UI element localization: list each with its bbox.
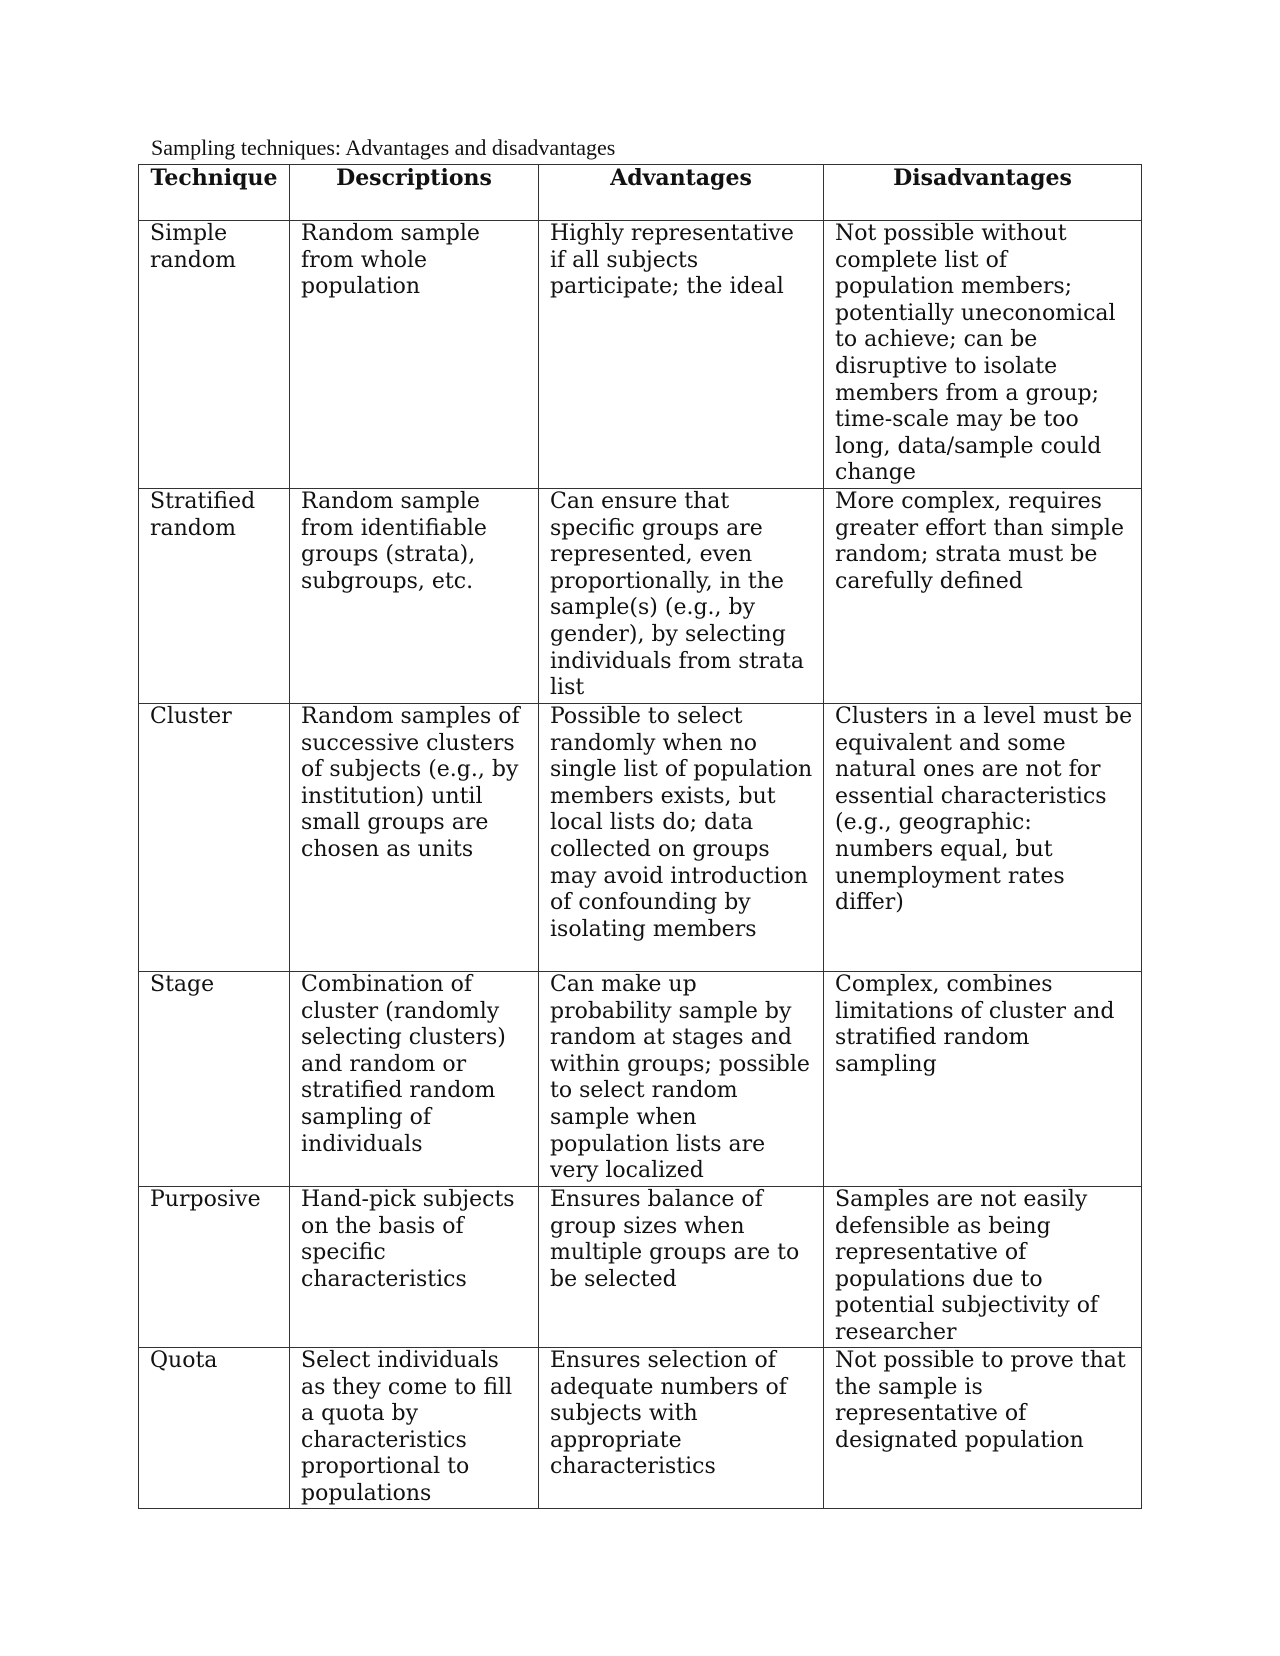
description-cell: Random sample from whole population bbox=[290, 221, 539, 489]
table-row bbox=[139, 972, 1142, 1187]
disadvantages-cell: More complex, requires greater effort than simple random; strata must be carefully defined bbox=[824, 489, 1142, 704]
header-advantages: Advantages bbox=[539, 165, 824, 221]
advantages-cell: Possible to select randomly when no single list of population members exists, but local lists do; data collected on groups may avoid introduction of confounding by isolating members bbox=[539, 704, 824, 972]
advantages-cell: Can ensure that specific groups are represented, even proportionally, in the sample(s) (e.g., by gender), by selecting individuals from strata list bbox=[539, 489, 824, 704]
description-cell: Combination of cluster (randomly selecting clusters) and random or stratified random sampling of individuals bbox=[290, 972, 539, 1187]
technique-cell: Simple random bbox=[139, 221, 290, 489]
technique-cell: Quota bbox=[139, 1348, 290, 1509]
header-disadvantages: Disadvantages bbox=[824, 165, 1142, 221]
description-cell: Hand-pick subjects on the basis of specific characteristics bbox=[290, 1187, 539, 1348]
technique-cell: Purposive bbox=[139, 1187, 290, 1348]
table-row bbox=[139, 1187, 1142, 1348]
disadvantages-cell: Clusters in a level must be equivalent and some natural ones are not for essential characteristics (e.g., geographic: numbers equal, but unemployment rates differ) bbox=[824, 704, 1142, 972]
technique-cell: Stratified random bbox=[139, 489, 290, 704]
sampling-techniques-table bbox=[138, 164, 1142, 1509]
disadvantages-cell: Not possible without complete list of population members; potentially uneconomical to achieve; can be disruptive to isolate members from a group; time-scale may be too long, data/sample could change bbox=[824, 221, 1142, 489]
disadvantages-cell: Samples are not easily defensible as being representative of populations due to potential subjectivity of researcher bbox=[824, 1187, 1142, 1348]
header-descriptions: Descriptions bbox=[290, 165, 539, 221]
table-row bbox=[139, 704, 1142, 972]
table-row bbox=[139, 221, 1142, 489]
description-cell: Random samples of successive clusters of subjects (e.g., by institution) until small groups are chosen as units bbox=[290, 704, 539, 972]
description-cell: Random sample from identifiable groups (strata), subgroups, etc. bbox=[290, 489, 539, 704]
header-row bbox=[139, 165, 1142, 221]
technique-cell: Cluster bbox=[139, 704, 290, 972]
header-technique: Technique bbox=[139, 165, 290, 221]
advantages-cell: Highly representative if all subjects participate; the ideal bbox=[539, 221, 824, 489]
disadvantages-cell: Not possible to prove that the sample is representative of designated population bbox=[824, 1348, 1142, 1509]
advantages-cell: Ensures selection of adequate numbers of subjects with appropriate characteristics bbox=[539, 1348, 824, 1509]
table-caption: Sampling techniques: Advantages and disadvantages bbox=[151, 135, 616, 160]
table-row bbox=[139, 489, 1142, 704]
technique-cell: Stage bbox=[139, 972, 290, 1187]
description-cell: Select individuals as they come to fill a quota by characteristics proportional to populations bbox=[290, 1348, 539, 1509]
advantages-cell: Can make up probability sample by random at stages and within groups; possible to select random sample when population lists are very localized bbox=[539, 972, 824, 1187]
advantages-cell: Ensures balance of group sizes when multiple groups are to be selected bbox=[539, 1187, 824, 1348]
table-row bbox=[139, 1348, 1142, 1509]
disadvantages-cell: Complex, combines limitations of cluster and stratified random sampling bbox=[824, 972, 1142, 1187]
